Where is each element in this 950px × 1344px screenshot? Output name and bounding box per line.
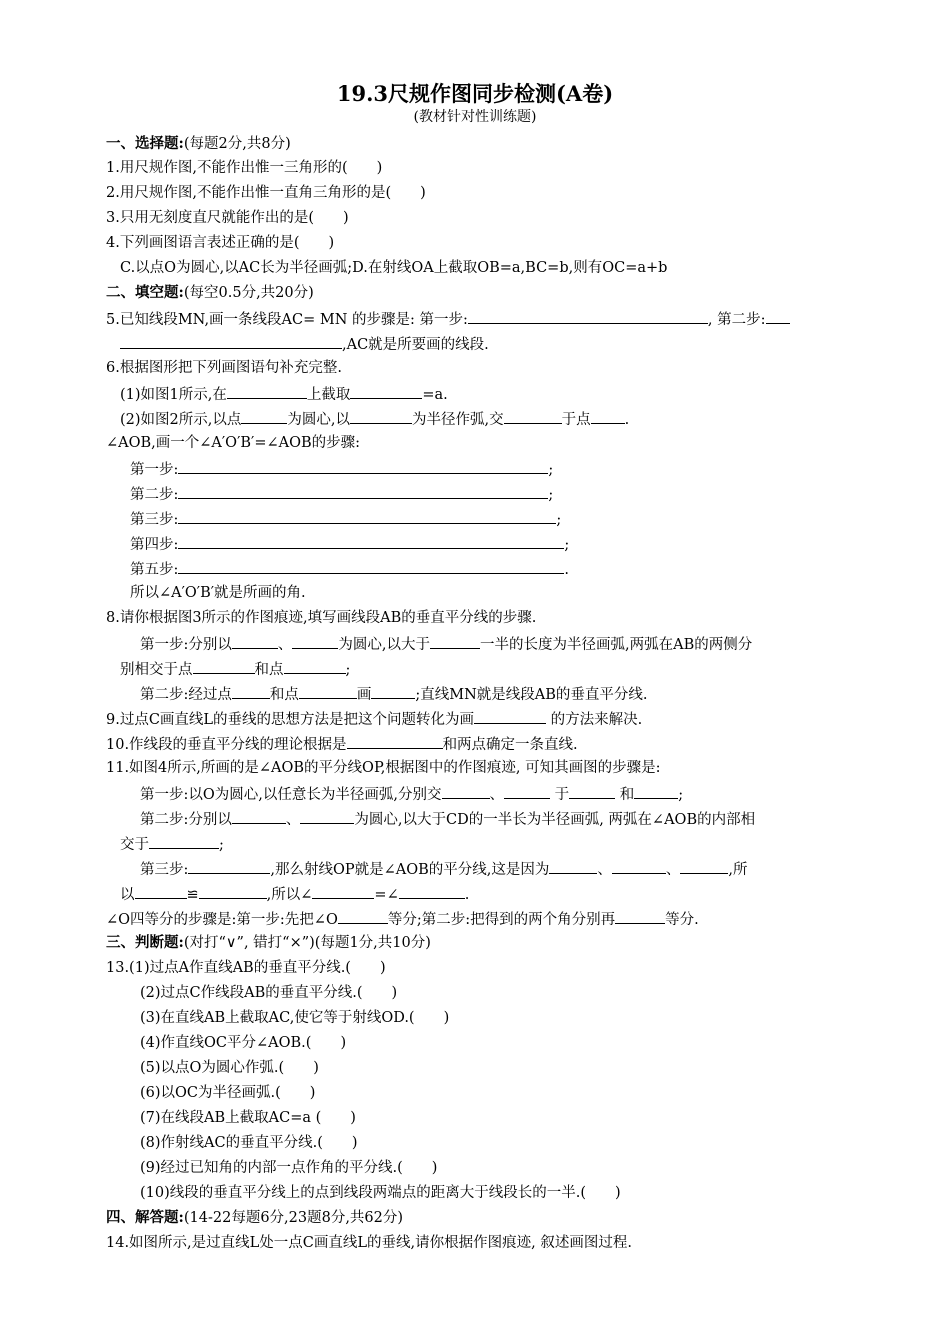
punct: ; [548, 487, 554, 503]
question-14: 14.如图所示,是过直线L处一点C画直线L的垂线,请你根据作图痕迹, 叙述画图过程. [106, 1235, 632, 1251]
question-6: 6.根据图形把下列画图语句补充完整. [106, 360, 342, 376]
step-5 [130, 558, 569, 580]
section-answer [106, 1208, 403, 1228]
q9-text: 9.过点C画直线L的垂线的思想方法是把这个问题转化为画 [106, 712, 475, 728]
question-12 [106, 908, 699, 930]
question-4: 4.下列画图语言表述正确的是( ) [106, 235, 335, 251]
step-label: 第五步: [130, 562, 179, 578]
question-11: 11.如图4所示,所画的是∠AOB的平分线OP,根据图中的作图痕迹, 可知其画图的步骤是: [106, 760, 661, 776]
blank[interactable] [199, 883, 267, 899]
q11-text: 和 [615, 787, 635, 803]
q11-text: ; [219, 837, 224, 853]
question-11-step1 [140, 783, 683, 805]
question-5-cont [120, 333, 489, 355]
q8-text: 别相交于点 [120, 662, 193, 678]
judge-item: (4)作直线OC平分∠AOB.( ) [140, 1035, 347, 1051]
q11-text: 第三步: [140, 862, 189, 878]
blank[interactable] [371, 683, 415, 699]
q6-text: . [624, 412, 630, 428]
blank[interactable] [350, 383, 422, 399]
blank[interactable] [178, 533, 564, 549]
step-label: 第四步: [130, 537, 179, 553]
q11-text: 第一步:以O为圆心,以任意长为半径画弧,分别交 [140, 787, 442, 803]
q11-text: ,那么射线OP就是∠AOB的平分线,这是因为 [270, 862, 550, 878]
question-3: 3.只用无刻度直尺就能作出的是( ) [106, 210, 349, 226]
q11-text: 、 [665, 862, 681, 878]
blank[interactable] [549, 858, 597, 874]
section-heading: 二、填空题: [106, 284, 184, 301]
question-1: 1.用尺规作图,不能作出惟一三角形的( ) [106, 160, 383, 176]
section-heading: 一、选择题: [106, 135, 184, 152]
step-label: 第一步: [130, 462, 179, 478]
blank[interactable] [227, 383, 307, 399]
q5-text: , 第二步: [707, 312, 766, 328]
blank[interactable] [232, 808, 286, 824]
punct: ; [548, 462, 554, 478]
blank[interactable] [135, 883, 187, 899]
question-7: ∠AOB,画一个∠A′O′B′=∠AOB的步骤: [106, 435, 361, 451]
judge-item: (6)以OC为半径画弧.( ) [140, 1085, 316, 1101]
blank[interactable] [241, 408, 287, 424]
blank[interactable] [178, 508, 556, 524]
blank[interactable] [232, 683, 270, 699]
page-title: 19.3尺规作图同步检测(A卷) [336, 81, 614, 106]
step-3 [130, 508, 561, 530]
step-label: 第二步: [130, 487, 179, 503]
blank[interactable] [430, 633, 480, 649]
section-fill [106, 283, 314, 303]
blank[interactable] [442, 783, 490, 799]
question-8: 8.请你根据图3所示的作图痕迹,填写画线段AB的垂直平分线的步骤. [106, 610, 537, 626]
q11-text: 第二步:分别以 [140, 812, 232, 828]
section-heading: 三、判断题: [106, 934, 184, 951]
punct: . [564, 562, 569, 578]
q8-text: 画 [356, 687, 372, 703]
blank[interactable] [347, 733, 443, 749]
question-8-line2 [120, 658, 350, 680]
judge-item: (3)在直线AB上截取AC,使它等于射线OD.( ) [140, 1010, 450, 1026]
blank[interactable] [300, 808, 354, 824]
q11-text: 于 [550, 787, 570, 803]
q6-text: 于点 [561, 412, 591, 428]
q12-text: 等分. [665, 912, 699, 928]
blank[interactable] [178, 558, 564, 574]
q8-text: 为圆心,以大于 [338, 637, 430, 653]
blank[interactable] [292, 633, 338, 649]
step-2 [130, 483, 553, 505]
q11-text: . [464, 887, 470, 903]
question-11-step2 [140, 808, 755, 830]
q8-text: 第二步:经过点 [140, 687, 232, 703]
blank[interactable] [399, 883, 465, 899]
question-6-1 [120, 383, 448, 405]
q11-text: ≌ [186, 887, 199, 903]
question-2: 2.用尺规作图,不能作出惟一直角三角形的是( ) [106, 185, 426, 201]
step-label: 第三步: [130, 512, 179, 528]
question-10 [106, 733, 578, 755]
question-8-line1 [140, 633, 752, 655]
q5-text: 5.已知线段MN,画一条线段AC= MN 的步骤是: 第一步: [106, 312, 468, 328]
blank[interactable] [591, 408, 625, 424]
q6-text: (1)如图1所示,在 [120, 387, 227, 403]
section-note: (每空0.5分,共20分) [183, 285, 314, 301]
punct: ; [556, 512, 562, 528]
question-5 [106, 308, 790, 330]
question-11-step2-cont [120, 833, 224, 855]
q8-text: ; [345, 662, 351, 678]
q10-text: 和两点确定一条直线. [442, 737, 578, 753]
q6-text: 为半径作弧,交 [411, 412, 504, 428]
q8-text: 和点 [269, 687, 299, 703]
question-9 [106, 708, 642, 730]
q11-text: 、 [489, 787, 504, 803]
blank[interactable] [178, 483, 548, 499]
q11-text: 以 [120, 887, 135, 903]
blank[interactable] [504, 783, 550, 799]
judge-item: (8)作射线AC的垂直平分线.( ) [140, 1135, 358, 1151]
blank[interactable] [299, 683, 357, 699]
q6-text: 上截取 [306, 387, 351, 403]
section-heading: 四、解答题: [106, 1209, 184, 1226]
q5-text: ,AC就是所要画的线段. [342, 337, 489, 353]
question-7-end: 所以∠A′O′B′就是所画的角. [130, 585, 306, 601]
question-11-step3 [140, 858, 748, 880]
question-8-line3 [140, 683, 648, 705]
section-note: (每题2分,共8分) [183, 136, 291, 152]
judge-item: (7)在线段AB上截取AC=a ( ) [140, 1110, 356, 1126]
blank[interactable] [766, 308, 790, 324]
q6-text: =a. [422, 387, 448, 403]
blank[interactable] [338, 908, 388, 924]
blank[interactable] [312, 883, 374, 899]
q8-text: 、 [277, 637, 293, 653]
q11-text: =∠ [374, 887, 399, 903]
q8-text: 和点 [254, 662, 284, 678]
judge-item: (2)过点C作线段AB的垂直平分线.( ) [140, 985, 398, 1001]
section-note: (对打“∨”, 错打“×”)(每题1分,共10分) [183, 935, 431, 951]
q11-text: 、 [285, 812, 301, 828]
section-choice [106, 134, 291, 154]
q10-text: 10.作线段的垂直平分线的理论根据是 [106, 737, 347, 753]
q8-text: 一半的长度为半径画弧,两弧在AB的两侧分 [480, 637, 753, 653]
q12-text: 等分;第二步:把得到的两个角分别再 [387, 912, 616, 928]
judge-item: (10)线段的垂直平分线上的点到线段两端点的距离大于线段长的一半.( ) [140, 1185, 621, 1201]
blank[interactable] [284, 658, 346, 674]
judge-item: (5)以点O为圆心作弧.( ) [140, 1060, 319, 1076]
step-1 [130, 458, 553, 480]
blank[interactable] [193, 658, 255, 674]
blank[interactable] [612, 858, 666, 874]
blank[interactable] [680, 858, 728, 874]
q9-text: 的方法来解决. [546, 712, 643, 728]
step-4 [130, 533, 569, 555]
blank[interactable] [178, 458, 548, 474]
section-judge [106, 933, 431, 953]
q11-text: 为圆心,以大于CD的一半长为半径画弧, 两弧在∠AOB的内部相 [354, 812, 756, 828]
judge-item: (9)经过已知角的内部一点作角的平分线.( ) [140, 1160, 438, 1176]
q11-text: 、 [597, 862, 612, 878]
punct: ; [564, 537, 570, 553]
blank[interactable] [474, 708, 546, 724]
blank[interactable] [120, 333, 342, 349]
q11-text: ; [678, 787, 684, 803]
blank[interactable] [634, 783, 678, 799]
blank[interactable] [188, 858, 270, 874]
blank[interactable] [149, 833, 219, 849]
q11-text: 交于 [120, 837, 149, 853]
page-subtitle: (教材针对性训练题) [413, 109, 537, 125]
question-11-step3-cont [120, 883, 469, 905]
q6-text: (2)如图2所示,以点 [120, 412, 242, 428]
blank[interactable] [468, 308, 708, 324]
judge-item: 13.(1)过点A作直线AB的垂直平分线.( ) [106, 960, 386, 976]
blank[interactable] [350, 408, 412, 424]
question-4-options: C.以点O为圆心,以AC长为半径画弧;D.在射线OA上截取OB=a,BC=b,则有OC=a+b [120, 260, 668, 276]
question-6-2 [120, 408, 629, 430]
q8-text: ;直线MN就是线段AB的垂直平分线. [415, 687, 648, 703]
q8-text: 第一步:分别以 [140, 637, 232, 653]
q11-text: ,所 [728, 862, 748, 878]
section-note: (14-22每题6分,23题8分,共62分) [183, 1210, 404, 1226]
blank[interactable] [569, 783, 615, 799]
blank[interactable] [232, 633, 278, 649]
blank[interactable] [615, 908, 665, 924]
q12-text: ∠O四等分的步骤是:第一步:先把∠O [106, 912, 338, 928]
q11-text: ,所以∠ [266, 887, 313, 903]
q6-text: 为圆心,以 [287, 412, 350, 428]
blank[interactable] [504, 408, 562, 424]
